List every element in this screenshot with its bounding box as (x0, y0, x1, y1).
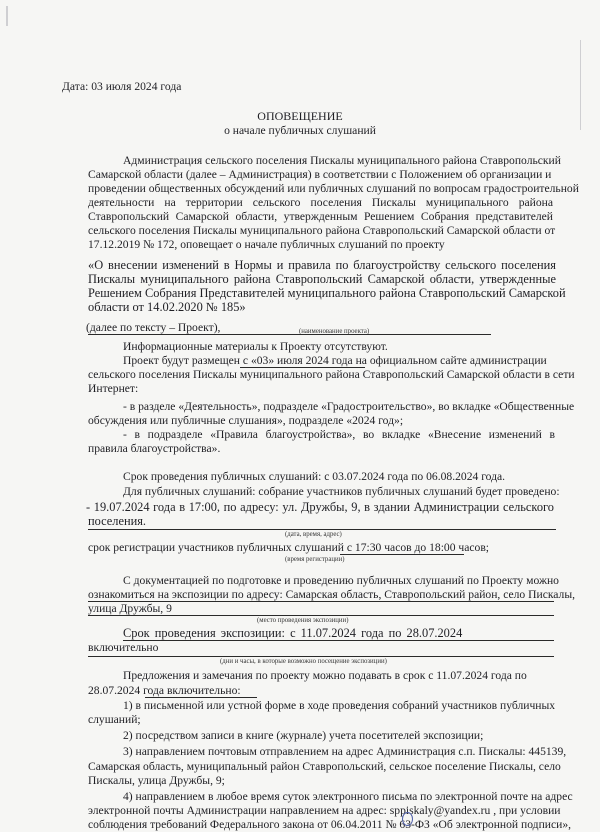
exposition-line: улица Дружбы, 9 (88, 602, 172, 615)
document-date: Дата: 03 июля 2024 года (62, 80, 182, 93)
proposals-line: 28.07.2024 года включительно: (88, 684, 241, 697)
caption-project-name: (наименование проекта) (299, 328, 370, 335)
caption-registration: (время регистрации) (285, 556, 345, 563)
intro-line: Ставропольский Самарской области, утвержденным Решением Собрания представителей (88, 210, 553, 223)
intro-line: деятельности на территории сельского поселения Пискалы муниципального района (88, 196, 553, 209)
intro-line: проведении общественных обсуждений или публичных слушаний по вопросам градостроительной (88, 182, 579, 195)
caption-exposition-place: (место проведения экспозиции) (257, 617, 349, 624)
underline-time (340, 554, 464, 555)
caption-datetime: (дата, время, адрес) (285, 531, 342, 538)
method-line: 4) направлением в любое время суток электронного письма по электронной почте на адрес (123, 790, 573, 803)
intro-line: 17.12.2019 № 172, оповещает о начале публичных слушаний по проекту (88, 238, 445, 251)
project-name-line: Решением Собрания Представителей муниципального района Ставропольский Самарской (88, 286, 566, 300)
method-line: 3) направлением почтовым отправлением на адрес Администрация с.п. Пискалы: 445139, (123, 745, 567, 758)
method-line: 2) посредством записи в книге (журнале) учета посетителей экспозиции; (123, 729, 484, 742)
method-line: слушаний; (88, 713, 141, 726)
intro-line: сельского поселения Пискалы муниципального района Ставропольский Самарской области от (88, 224, 556, 237)
project-reference: (далее по тексту – Проект), (86, 321, 221, 334)
method-line: 1) в письменной или устной форме в ходе проведения собраний участников публичных (123, 699, 556, 712)
meeting-line: поселения. (88, 514, 147, 528)
hearing-period: Срок проведения публичных слушаний: с 03.07.2024 года по 06.08.2024 года. (123, 470, 506, 483)
caption-exposition-time: (дни и часы, в которые возможно посещение экспозиции) (220, 658, 387, 665)
section-line: - в разделе «Деятельность», подразделе «Градостроительство», во вкладке «Общественные (123, 400, 575, 413)
registration-period: срок регистрации участников публичных слушаний с 17:30 часов до 18:00 часов; (88, 541, 490, 554)
project-name-line: Пискалы муниципального района Ставропольский Самарской области, утвержденные (88, 272, 556, 286)
placement-line: Проект будут размещен с «03» июля 2024 года на официальном сайте администрации (123, 354, 547, 367)
exposition-period-line: Срок проведения экспозиции: с 11.07.2024 года по 28.07.2024 (123, 626, 463, 640)
section-line: - в подразделе «Правила благоустройства», во вкладке «Внесение изменений в (123, 428, 555, 441)
document-subtitle: о начале публичных слушаний (224, 124, 376, 137)
intro-line: Администрация сельского поселения Пискалы муниципального района Ставропольский (123, 154, 561, 167)
placement-line: Интернет: (88, 382, 139, 395)
exposition-period-line: включительно (88, 641, 159, 654)
exposition-line: ознакомиться на экспозиции по адресу: Самарская область, Ставропольский район, село Пискалы, (88, 588, 576, 601)
info-materials: Информационные материалы к Проекту отсутствуют. (123, 340, 388, 353)
method-line: Пискалы, улица Дружбы, 9; (88, 774, 225, 787)
project-name-line: «О внесении изменений в Нормы и правила по благоустройству сельского поселения (88, 258, 556, 272)
proposals-line: Предложения и замечания по проекту можно подавать в срок с 11.07.2024 года по (123, 669, 527, 682)
method-line: соблюдения требований Федерального закона от 06.04.2011 № 63-ФЗ «Об электронной подписи», (88, 818, 572, 831)
underline-period (145, 697, 257, 698)
fill-line (123, 640, 554, 641)
method-line: Самарская область, муниципальный район Ставропольский, сельское поселение Пискалы, село (88, 760, 561, 773)
meeting-line: - 19.07.2024 года в 17:00, по адресу: ул. Дружбы, 9, в здании Администрации сельского (86, 500, 554, 514)
document-title: ОПОВЕЩЕНИЕ (257, 109, 343, 123)
fill-line (88, 529, 556, 530)
intro-line: Самарской области (далее – Администрация) в соответствии с Положением об организации и (88, 168, 552, 181)
meeting-intro: Для публичных слушаний: собрание участников публичных слушаний будет проведено: (123, 485, 560, 498)
section-line: правила благоустройства». (88, 442, 221, 455)
scan-edge-mark (6, 6, 8, 26)
placement-line: сельского поселения Пискалы муниципального района Ставропольский Самарской области в сети (88, 368, 575, 381)
section-line: обсуждения или публичные слушания», подразделе «2024 год»; (88, 414, 404, 427)
fill-line (88, 615, 554, 616)
project-name-line: области от 14.02.2020 № 185» (88, 300, 246, 314)
pen-scribble (402, 812, 413, 826)
exposition-line: С документацией по подготовке и проведению публичных слушаний по Проекту можно (123, 574, 559, 587)
method-line: электронной почты Администрации направлением на адрес: sppiskaly@yandex.ru , при условии (88, 804, 561, 817)
fill-line (88, 334, 491, 335)
fill-line (88, 601, 554, 602)
fill-line (88, 656, 554, 657)
